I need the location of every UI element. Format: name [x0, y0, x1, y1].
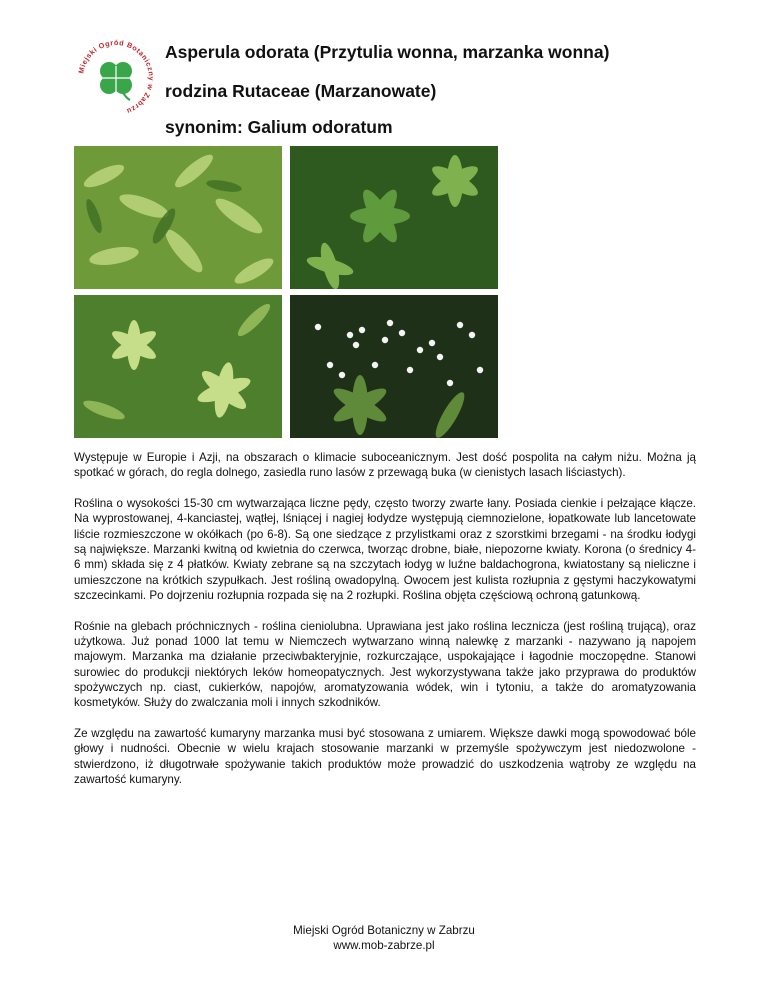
footer-org-name: Miejski Ogród Botaniczny w Zabrzu — [293, 924, 475, 937]
page-title: Asperula odorata (Przytulia wonna, marzanka wonna) — [165, 42, 610, 62]
photo-grid — [74, 146, 498, 438]
photo-young-shoots — [74, 295, 282, 438]
logo-ring-text: Miejski Ogród Botaniczny w Zabrzu — [76, 37, 157, 117]
photo-white-flowers — [290, 295, 498, 438]
garden-logo — [74, 36, 158, 120]
paragraph-distribution: Występuje w Europie i Azji, na obszarach o klimacie suboceanicznym. Jest dość pospolita na całym niżu. Można ją spotkać w górach, do regla dolnego, zasiedla runo lasów z przewagą buka (w cienistych lasach liściastych). — [74, 451, 696, 480]
family-line: rodzina Rutaceae (Marzanowate) — [165, 81, 437, 101]
footer-website-link[interactable]: www.mob-zabrze.pl — [333, 939, 435, 952]
paragraph-description: Roślina o wysokości 15-30 cm wytwarzająca liczne pędy, często tworzy zwarte łany. Posiada cienkie i pełzające kłącze. Na wyprostowanej, 4-kanciastej, wątłej, lśniącej i nagiej łodydze występują ciemnozielone, łopatkowate lub lancetowate liście rozmieszczone w okółkach (po 6-8). Są one siedzące z przylistkami oraz z szorstkimi brzegami - na środku łodygi są największe. Marzanki kwitną od kwietnia do czerwca, tworząc drobne, białe, niepozorne kwiaty. Korona (o średnicy 4-6 mm) składa się z 4 płatków. Kwiaty zebrane są na szczytach łodyg w luźne baldachogrona, kwiatostany są nieliczne i umieszczone na krótkich szypułkach. Jest rośliną owadopylną. Owocem jest kulista rozłupnia z gęstymi haczykowatymi szczecinkami. Po dojrzeniu rozłupnia rozpada się na 2 rozłupki. Roślina objęta częściową ochroną gatunkową. — [74, 497, 696, 602]
photo-leaf-carpet — [74, 146, 282, 289]
synonym-line: synonim: Galium odoratum — [165, 117, 393, 137]
paragraph-uses: Rośnie na glebach próchnicznych - roślina cieniolubna. Uprawiana jest jako roślina lecznicza (jest rośliną trującą), oraz użytkowa. Już ponad 1000 lat temu w Niemczech wytwarzano winną nalewkę z marzanki - nazywano ją napojem majowym. Marzanka ma działanie przeciwbakteryjnie, rozkurczające, uspokajające i łagodnie moczopędne. Stanowi surowiec do produkcji niektórych leków homeopatycznych. Jest wykorzystywana także jako przyprawa do produktów spożywczych np. ciast, cukierków, napojów, aromatyzowania wódek, win i tytoniu, a także do aromatyzowania kosmetyków. Służy do zwalczania moli i innych szkodników. — [74, 619, 696, 710]
photo-leaf-whorls — [290, 146, 498, 289]
paragraph-warning: Ze względu na zawartość kumaryny marzanka musi być stosowana z umiarem. Większe dawki mogą spowodować bóle głowy i nudności. Obecnie w wielu krajach stosowanie marzanki w przemyśle spożywczym jest niedozwolone - stwierdzono, iż długotrwałe spożywanie takich produktów może prowadzić do uszkodzenia wątroby ze względu na zawartość kumaryny. — [74, 726, 696, 786]
article-body — [74, 450, 696, 803]
clover-icon — [100, 62, 132, 100]
